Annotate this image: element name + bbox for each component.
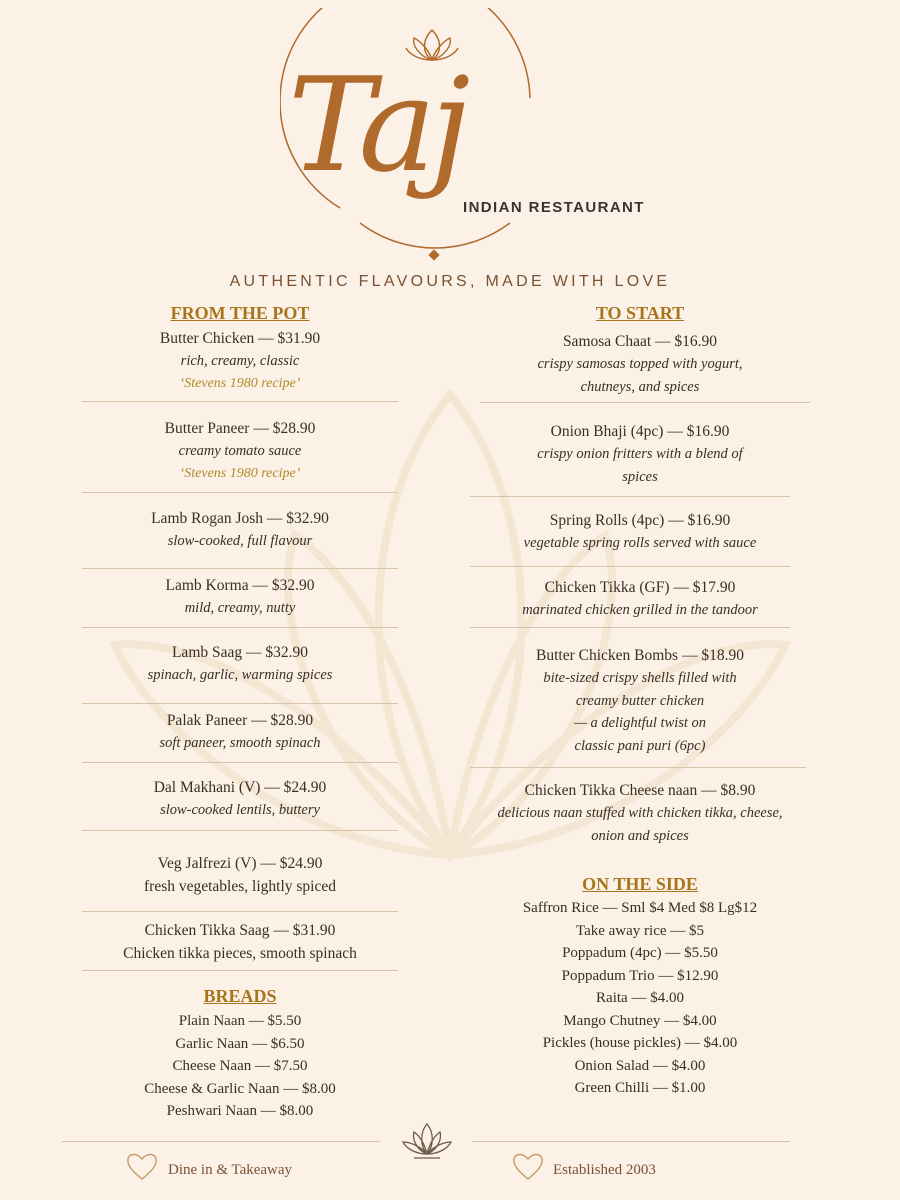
heart-icon [124, 1150, 160, 1182]
menu-item-name: Lamb Saag — $32.90 [171, 644, 309, 661]
divider [470, 566, 790, 567]
menu-item [82, 417, 398, 485]
menu-item-name: Veg Jalfrezi (V) — $24.90 [157, 855, 323, 872]
menu-item [470, 779, 810, 847]
divider [470, 496, 790, 497]
menu-item-desc: vegetable spring rolls served with sauce [523, 535, 757, 551]
bread-item: Cheese Naan — $7.50 [172, 1058, 308, 1074]
divider [470, 767, 806, 768]
menu-item [82, 919, 398, 965]
menu-item-desc: slow-cooked lentils, buttery [160, 802, 320, 818]
section-title-to-start: TO START [595, 303, 685, 323]
divider [82, 492, 398, 493]
divider [82, 762, 398, 763]
menu-item-desc: slow-cooked, full flavour [167, 533, 313, 549]
menu-item-desc: — a delightful twist on [573, 715, 707, 731]
menu-item-name: Spring Rolls (4pc) — $16.90 [549, 512, 731, 529]
menu-item-name: Samosa Chaat — $16.90 [562, 333, 718, 350]
menu-item-desc: crispy onion fritters with a blend of [537, 446, 743, 462]
divider [470, 627, 790, 628]
footer-divider-left [62, 1141, 380, 1142]
menu-item-name: Chicken Tikka Saag — $31.90 [144, 922, 336, 939]
lotus-icon [400, 1120, 454, 1162]
footer-dine-in-takeaway: Dine in & Takeaway [168, 1162, 293, 1178]
menu-item-name: Butter Chicken Bombs — $18.90 [536, 647, 744, 664]
menu-item-desc: mild, creamy, nutty [184, 600, 296, 616]
menu-item-desc: creamy tomato sauce [178, 443, 302, 459]
side-item: Poppadum Trio — $12.90 [561, 967, 719, 984]
menu-item-desc: chutneys, and spices [580, 378, 700, 395]
bread-item: Peshwari Naan — $8.00 [166, 1103, 314, 1119]
left-column [82, 0, 398, 1130]
menu-item [470, 420, 810, 488]
menu-item-name: Lamb Rogan Josh — $32.90 [151, 510, 329, 527]
menu-item-desc: delicious naan stuffed with chicken tikka, cheese, [497, 805, 783, 821]
menu-item-name: Onion Bhaji (4pc) — $16.90 [550, 423, 730, 440]
right-column [470, 0, 810, 1130]
brand-subtitle: INDIAN RESTAURANT [463, 199, 645, 216]
footer-divider-right [472, 1141, 790, 1142]
menu-item-name: Butter Paneer — $28.90 [164, 420, 316, 437]
menu-item [82, 574, 398, 620]
menu-item-desc: crispy samosas topped with yogurt, [537, 356, 743, 372]
side-item: Onion Salad — $4.00 [574, 1057, 706, 1074]
footer-established: Established 2003 [553, 1162, 656, 1178]
menu-item-desc: marinated chicken grilled in the tandoor [522, 602, 758, 618]
menu-item-desc: Chicken tikka pieces, smooth spinach [123, 945, 357, 962]
menu-item-desc: fresh vegetables, lightly spiced [144, 878, 336, 895]
bread-item: Cheese & Garlic Naan — $8.00 [144, 1080, 336, 1097]
menu-item-desc: spices [622, 468, 658, 485]
menu-item-name: Dal Makhani (V) — $24.90 [153, 779, 327, 796]
side-item: Poppadum (4pc) — $5.50 [562, 945, 718, 961]
menu-item-desc: rich, creamy, classic [180, 353, 300, 369]
side-item: Mango Chutney — $4.00 [563, 1012, 717, 1029]
section-title-breads: BREADS [203, 986, 277, 1006]
bread-item: Garlic Naan — $6.50 [175, 1035, 305, 1052]
side-item: Raita — $4.00 [596, 990, 684, 1006]
divider [82, 703, 398, 704]
divider [82, 830, 398, 831]
menu-item-name: Chicken Tikka Cheese naan — $8.90 [524, 782, 756, 799]
menu-item-name: Lamb Korma — $32.90 [165, 577, 315, 594]
menu-item [470, 509, 810, 555]
menu-item [82, 507, 398, 553]
menu-item [470, 330, 810, 398]
section-title-on-the-side: ON THE SIDE [582, 874, 698, 894]
menu-item [82, 776, 398, 822]
menu-item [82, 852, 398, 898]
brand-logo-text: Taj [288, 49, 465, 201]
section-title-from-the-pot: FROM THE POT [170, 303, 310, 323]
menu-item-note: ‘Stevens 1980 recipe’ [179, 375, 301, 391]
breads-list [82, 1010, 398, 1123]
menu-item [470, 644, 810, 757]
menu-item-desc: onion and spices [591, 827, 689, 844]
menu-item [82, 641, 398, 687]
bread-item: Plain Naan — $5.50 [178, 1013, 302, 1029]
menu-item-name: Palak Paneer — $28.90 [166, 712, 314, 729]
side-item: Saffron Rice — Sml $4 Med $8 Lg$12 [522, 900, 758, 916]
divider [480, 402, 810, 403]
side-item: Pickles (house pickles) — $4.00 [542, 1035, 738, 1051]
menu-item [82, 709, 398, 755]
menu-item-note: ‘Stevens 1980 recipe’ [179, 465, 301, 481]
menu-item-name: Chicken Tikka (GF) — $17.90 [544, 579, 736, 596]
menu-item-desc: soft paneer, smooth spinach [159, 735, 321, 751]
divider [82, 970, 398, 971]
menu-item-desc: bite-sized crispy shells filled with [543, 670, 737, 686]
menu-item-desc: creamy butter chicken [575, 692, 705, 709]
menu-item-name: Butter Chicken — $31.90 [159, 330, 321, 347]
menu-item [82, 327, 398, 395]
menu-item-desc: classic pani puri (6pc) [574, 737, 706, 754]
menu-item-desc: spinach, garlic, warming spices [147, 667, 333, 683]
divider [82, 627, 398, 628]
divider [82, 911, 398, 912]
sides-list [470, 897, 810, 1100]
heart-icon [510, 1150, 546, 1182]
side-item: Green Chilli — $1.00 [574, 1080, 706, 1096]
menu-item [470, 576, 810, 622]
side-item: Take away rice — $5 [575, 922, 705, 939]
tagline: AUTHENTIC FLAVOURS, MADE WITH LOVE [229, 273, 671, 290]
divider [82, 401, 398, 402]
divider [82, 568, 398, 569]
